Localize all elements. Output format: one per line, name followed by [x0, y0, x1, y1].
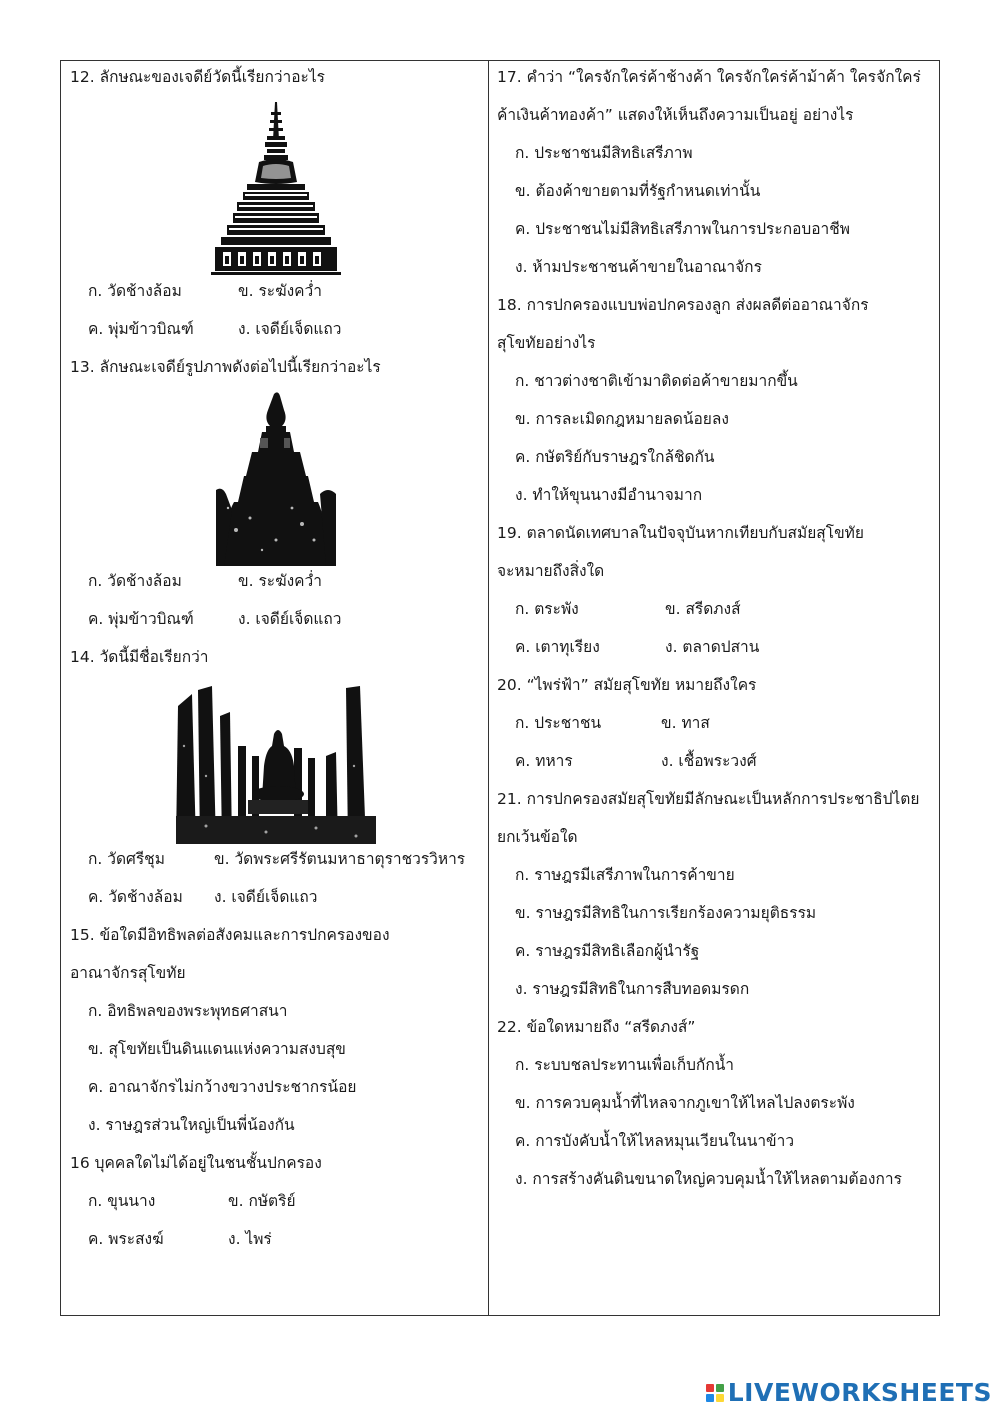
- q22-option-a[interactable]: ก. ระบบชลประทานเพื่อเก็บกักน้ำ: [515, 1056, 735, 1074]
- q21-option-c[interactable]: ค. ราษฎรมีสิทธิเลือกผู้นำรัฐ: [515, 942, 700, 960]
- liveworksheets-logo-icon: [706, 1384, 724, 1402]
- q12-options-row2: [70, 314, 482, 352]
- q22-option-d[interactable]: ง. การสร้างคันดินขนาดใหญ่ควบคุมน้ำให้ไหลตามต้องการ: [515, 1170, 902, 1188]
- q13-option-c[interactable]: ค. พุ่มข้าวบิณฑ์: [88, 610, 194, 628]
- logo-square-green: [716, 1384, 724, 1392]
- q18-question-line1: 18. การปกครองแบบพ่อปกครองลูก ส่งผลดีต่ออาณาจักร: [497, 296, 869, 314]
- q20-options-row1: [497, 708, 933, 746]
- q19-question-line2: จะหมายถึงสิ่งใด: [497, 562, 605, 580]
- q14-option-d[interactable]: ง. เจดีย์เจ็ดแถว: [214, 888, 318, 906]
- q14-question: 14. วัดนี้มีชื่อเรียกว่า: [70, 648, 209, 666]
- brand-name: LIVEWORKSHEETS: [727, 1378, 992, 1407]
- q15-option-d[interactable]: ง. ราษฎรส่วนใหญ่เป็นพี่น้องกัน: [88, 1116, 295, 1134]
- q19-options-row1: [497, 594, 933, 632]
- q22-option-c[interactable]: ค. การบังคับน้ำให้ไหลหมุนเวียนในนาข้าว: [515, 1132, 795, 1150]
- q12-chedi-image: [70, 100, 482, 276]
- q13-option-b[interactable]: ข. ระฆังคว่ำ: [238, 572, 322, 590]
- q14-options-row1: [70, 844, 482, 882]
- q19-option-b[interactable]: ข. สรีดภงส์: [665, 600, 741, 618]
- q15-option-a[interactable]: ก. อิทธิพลของพระพุทธศาสนา: [88, 1002, 288, 1020]
- q17-option-c[interactable]: ค. ประชาชนไม่มีสิทธิเสรีภาพในการประกอบอาชีพ: [515, 220, 850, 238]
- bell-stupa-icon: [211, 100, 341, 276]
- q12-option-c[interactable]: ค. พุ่มข้าวบิณฑ์: [88, 320, 194, 338]
- q15-option-c[interactable]: ค. อาณาจักรไม่กว้างขวางประชากรน้อย: [88, 1078, 357, 1096]
- q16-options-row1: [70, 1186, 482, 1224]
- temple-ruins-icon: [176, 686, 376, 844]
- q21-question-line2: ยกเว้นข้อใด: [497, 828, 578, 846]
- left-column: [70, 62, 482, 1262]
- q14-options-row2: [70, 882, 482, 920]
- q21-option-d[interactable]: ง. ราษฎรมีสิทธิในการสืบทอดมรดก: [515, 980, 750, 998]
- q16-option-c[interactable]: ค. พระสงฆ์: [88, 1230, 164, 1248]
- q14-option-c[interactable]: ค. วัดช้างล้อม: [88, 888, 183, 906]
- q14-option-a[interactable]: ก. วัดศรีชุม: [88, 850, 165, 868]
- q12-options-row1: [70, 276, 482, 314]
- q15-question-line1: 15. ข้อใดมีอิทธิพลต่อสังคมและการปกครองของ: [70, 926, 390, 944]
- q18-option-c[interactable]: ค. กษัตริย์กับราษฎรใกล้ชิดกัน: [515, 448, 715, 466]
- q12-question: 12. ลักษณะของเจดีย์วัดนี้เรียกว่าอะไร: [70, 68, 326, 86]
- q16-option-d[interactable]: ง. ไพร่: [228, 1230, 272, 1248]
- q18-option-d[interactable]: ง. ทำให้ขุนนางมีอำนาจมาก: [515, 486, 703, 504]
- q22-question: 22. ข้อใดหมายถึง “สรีดภงส์”: [497, 1018, 696, 1036]
- right-column: [497, 62, 933, 1202]
- q19-option-a[interactable]: ก. ตระพัง: [515, 600, 579, 618]
- q15-question-line2: อาณาจักรสุโขทัย: [70, 964, 186, 982]
- q19-question-line1: 19. ตลาดนัดเทศบาลในปัจจุบันหากเทียบกับสมัยสุโขทัย: [497, 524, 864, 542]
- q17-option-d[interactable]: ง. ห้ามประชาชนค้าขายในอาณาจักร: [515, 258, 762, 276]
- q17-question-line2: ค้าเงินค้าทองค้า” แสดงให้เห็นถึงความเป็นอยู่ อย่างไร: [497, 106, 854, 124]
- lotus-bud-stupa-icon: [216, 390, 336, 566]
- q22-option-b[interactable]: ข. การควบคุมน้ำที่ไหลจากภูเขาให้ไหลไปลงตระพัง: [515, 1094, 855, 1112]
- q14-option-b[interactable]: ข. วัดพระศรีรัตนมหาธาตุราชวรวิหาร: [214, 850, 466, 868]
- q21-question-line1: 21. การปกครองสมัยสุโขทัยมีลักษณะเป็นหลักการประชาธิปไตย: [497, 790, 920, 808]
- q19-option-d[interactable]: ง. ตลาดปสาน: [665, 638, 760, 656]
- q18-option-a[interactable]: ก. ชาวต่างชาติเข้ามาติดต่อค้าขายมากขึ้น: [515, 372, 798, 390]
- q17-option-a[interactable]: ก. ประชาชนมีสิทธิเสรีภาพ: [515, 144, 693, 162]
- q12-option-b[interactable]: ข. ระฆังคว่ำ: [238, 282, 322, 300]
- q14-temple-image: [70, 684, 482, 844]
- q18-option-b[interactable]: ข. การละเมิดกฎหมายลดน้อยลง: [515, 410, 729, 428]
- q13-options-row1: [70, 566, 482, 604]
- q17-question-line1: 17. คำว่า “ใครจักใคร่ค้าช้างค้า ใครจักใคร่ค้าม้าค้า ใครจักใคร่: [497, 68, 921, 86]
- q16-options-row2: [70, 1224, 482, 1262]
- logo-square-blue: [706, 1394, 714, 1402]
- q12-option-d[interactable]: ง. เจดีย์เจ็ดแถว: [238, 320, 342, 338]
- q12-option-a[interactable]: ก. วัดช้างล้อม: [88, 282, 182, 300]
- q16-option-a[interactable]: ก. ขุนนาง: [88, 1192, 156, 1210]
- q17-option-b[interactable]: ข. ต้องค้าขายตามที่รัฐกำหนดเท่านั้น: [515, 182, 761, 200]
- q19-options-row2: [497, 632, 933, 670]
- q16-option-b[interactable]: ข. กษัตริย์: [228, 1192, 296, 1210]
- q13-option-a[interactable]: ก. วัดช้างล้อม: [88, 572, 182, 590]
- q13-option-d[interactable]: ง. เจดีย์เจ็ดแถว: [238, 610, 342, 628]
- q18-question-line2: สุโขทัยอย่างไร: [497, 334, 596, 352]
- q13-question: 13. ลักษณะเจดีย์รูปภาพดังต่อไปนี้เรียกว่าอะไร: [70, 358, 381, 376]
- q15-option-b[interactable]: ข. สุโขทัยเป็นดินแดนแห่งความสงบสุข: [88, 1040, 346, 1058]
- logo-square-yellow: [716, 1394, 724, 1402]
- q13-options-row2: [70, 604, 482, 642]
- q21-option-b[interactable]: ข. ราษฎรมีสิทธิในการเรียกร้องความยุติธรรม: [515, 904, 817, 922]
- q20-question: 20. “ไพร่ฟ้า” สมัยสุโขทัย หมายถึงใคร: [497, 676, 757, 694]
- q13-chedi-image: [70, 390, 482, 566]
- column-divider: [488, 60, 489, 1316]
- q16-question: 16 บุคคลใดไม่ได้อยู่ในชนชั้นปกครอง: [70, 1154, 322, 1172]
- q20-option-a[interactable]: ก. ประชาชน: [515, 714, 602, 732]
- q19-option-c[interactable]: ค. เตาทุเรียง: [515, 638, 600, 656]
- q20-options-row2: [497, 746, 933, 784]
- q20-option-b[interactable]: ข. ทาส: [661, 714, 710, 732]
- liveworksheets-brand[interactable]: [706, 1378, 992, 1407]
- q20-option-c[interactable]: ค. ทหาร: [515, 752, 573, 770]
- q20-option-d[interactable]: ง. เชื้อพระวงศ์: [661, 752, 757, 770]
- q21-option-a[interactable]: ก. ราษฎรมีเสรีภาพในการค้าขาย: [515, 866, 735, 884]
- logo-square-red: [706, 1384, 714, 1392]
